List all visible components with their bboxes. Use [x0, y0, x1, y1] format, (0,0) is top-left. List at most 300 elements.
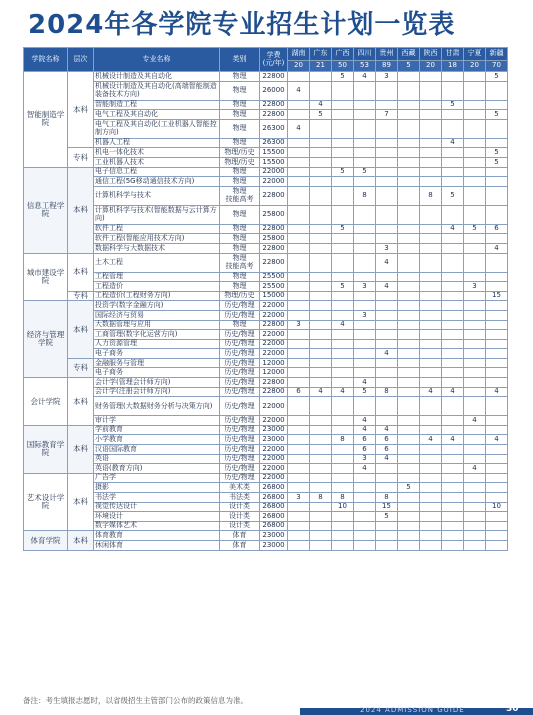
quota-cell: [332, 512, 354, 522]
tuition-fee: 22800: [260, 186, 288, 205]
quota-cell: [464, 320, 486, 330]
quota-cell: [464, 310, 486, 320]
quota-cell: [398, 531, 420, 541]
quota-cell: [376, 138, 398, 148]
category: 书法类: [220, 493, 260, 503]
page-number: 30: [506, 704, 519, 714]
major-name: 英语(教育方向): [94, 464, 220, 474]
table-body: [24, 72, 508, 551]
quota-cell: [288, 349, 310, 359]
quota-cell: [288, 397, 310, 416]
quota-cell: 3: [464, 282, 486, 292]
quota-cell: [464, 483, 486, 493]
quota-cell: [398, 320, 420, 330]
tuition-fee: 26000: [260, 81, 288, 100]
tuition-fee: 26800: [260, 502, 288, 512]
category: 物理: [220, 282, 260, 292]
major-name: 摄影: [94, 483, 220, 493]
quota-cell: [354, 81, 376, 100]
table-row: [24, 425, 508, 435]
major-name: 国际经济与贸易: [94, 310, 220, 320]
quota-cell: [332, 378, 354, 388]
quota-cell: [420, 224, 442, 234]
header-province-total: 20: [420, 61, 442, 72]
major-name: 软件工程(智能应用技术方向): [94, 234, 220, 244]
quota-cell: 6: [354, 445, 376, 455]
major-name: 小学教育: [94, 435, 220, 445]
college-name: 信息工程学院: [24, 167, 68, 253]
quota-cell: 3: [354, 454, 376, 464]
quota-cell: [288, 368, 310, 378]
quota-cell: 15: [376, 502, 398, 512]
quota-cell: [398, 100, 420, 110]
table-row: [24, 234, 508, 244]
level-name: 专科: [68, 148, 94, 167]
quota-cell: [442, 148, 464, 158]
quota-cell: [442, 272, 464, 282]
quota-cell: [398, 493, 420, 503]
quota-cell: 4: [486, 387, 508, 397]
quota-cell: 4: [376, 349, 398, 359]
quota-cell: [332, 148, 354, 158]
table-row: [24, 464, 508, 474]
quota-cell: [310, 349, 332, 359]
quota-cell: [354, 205, 376, 224]
major-name: 土木工程: [94, 253, 220, 272]
major-name: 机器人工程: [94, 138, 220, 148]
table-row: [24, 416, 508, 426]
level-name: 本科: [68, 473, 94, 531]
quota-cell: [420, 177, 442, 187]
quota-cell: [486, 512, 508, 522]
quota-cell: [376, 358, 398, 368]
quota-cell: [376, 521, 398, 531]
quota-cell: 8: [310, 493, 332, 503]
quota-cell: [442, 157, 464, 167]
quota-cell: [288, 205, 310, 224]
quota-cell: 8: [376, 493, 398, 503]
quota-cell: [332, 234, 354, 244]
category: 物理 技能高考: [220, 253, 260, 272]
college-name: 体育学院: [24, 531, 68, 550]
quota-cell: [420, 272, 442, 282]
quota-cell: [288, 310, 310, 320]
quota-cell: [310, 119, 332, 138]
quota-cell: [354, 272, 376, 282]
quota-cell: [288, 157, 310, 167]
quota-cell: 3: [288, 320, 310, 330]
category: 物理/历史: [220, 291, 260, 301]
quota-cell: [354, 119, 376, 138]
quota-cell: [420, 521, 442, 531]
quota-cell: [310, 483, 332, 493]
quota-cell: [376, 177, 398, 187]
major-name: 金融服务与管理: [94, 358, 220, 368]
quota-cell: 8: [332, 493, 354, 503]
quota-cell: 5: [486, 72, 508, 82]
level-name: 本科: [68, 167, 94, 253]
quota-cell: [310, 378, 332, 388]
quota-cell: [420, 148, 442, 158]
quota-cell: [288, 272, 310, 282]
quota-cell: [376, 148, 398, 158]
quota-cell: 10: [332, 502, 354, 512]
quota-cell: 4: [332, 320, 354, 330]
quota-cell: [288, 224, 310, 234]
quota-cell: [398, 224, 420, 234]
quota-cell: [398, 167, 420, 177]
quota-cell: 4: [354, 378, 376, 388]
level-name: 本科: [68, 253, 94, 291]
table-row: [24, 330, 508, 340]
level-name: 本科: [68, 72, 94, 148]
category: 体育: [220, 531, 260, 541]
quota-cell: [310, 358, 332, 368]
tuition-fee: 22800: [260, 243, 288, 253]
quota-cell: 3: [288, 493, 310, 503]
tuition-fee: 22800: [260, 253, 288, 272]
quota-cell: 8: [332, 435, 354, 445]
tuition-fee: 26800: [260, 483, 288, 493]
quota-cell: [354, 177, 376, 187]
quota-cell: [420, 445, 442, 455]
quota-cell: [486, 339, 508, 349]
quota-cell: [398, 454, 420, 464]
quota-cell: [442, 358, 464, 368]
quota-cell: [420, 282, 442, 292]
major-name: 数字媒体艺术: [94, 521, 220, 531]
tuition-fee: 12000: [260, 358, 288, 368]
header-province-total: 70: [486, 61, 508, 72]
quota-cell: [310, 512, 332, 522]
quota-cell: [420, 167, 442, 177]
quota-cell: [464, 100, 486, 110]
tuition-fee: 22000: [260, 177, 288, 187]
quota-cell: [398, 272, 420, 282]
header-province: 广西: [332, 48, 354, 61]
quota-cell: 10: [486, 502, 508, 512]
quota-cell: [310, 531, 332, 541]
quota-cell: [442, 464, 464, 474]
quota-cell: [486, 425, 508, 435]
quota-cell: [332, 81, 354, 100]
table-row: [24, 205, 508, 224]
quota-cell: [464, 138, 486, 148]
quota-cell: [464, 502, 486, 512]
quota-cell: [398, 110, 420, 120]
major-name: 计算机科学与技术(智能数据与云计算方向): [94, 205, 220, 224]
tuition-fee: 15500: [260, 157, 288, 167]
quota-cell: [420, 368, 442, 378]
tuition-fee: 22000: [260, 339, 288, 349]
major-name: 英语: [94, 454, 220, 464]
quota-cell: [288, 167, 310, 177]
quota-cell: 8: [420, 186, 442, 205]
quota-cell: 4: [288, 81, 310, 100]
quota-cell: [332, 445, 354, 455]
quota-cell: [420, 301, 442, 311]
quota-cell: [442, 349, 464, 359]
quota-cell: [376, 119, 398, 138]
quota-cell: [288, 100, 310, 110]
quota-cell: [310, 502, 332, 512]
quota-cell: [486, 234, 508, 244]
table-row: [24, 397, 508, 416]
quota-cell: [398, 119, 420, 138]
quota-cell: 6: [354, 435, 376, 445]
quota-cell: [376, 378, 398, 388]
quota-cell: [376, 339, 398, 349]
quota-cell: [420, 310, 442, 320]
table-row: [24, 291, 508, 301]
table-row: [24, 186, 508, 205]
quota-cell: [310, 301, 332, 311]
quota-cell: 3: [354, 310, 376, 320]
major-name: 学前教育: [94, 425, 220, 435]
quota-cell: [376, 234, 398, 244]
table-row: [24, 454, 508, 464]
major-name: 电子信息工程: [94, 167, 220, 177]
quota-cell: [398, 540, 420, 550]
quota-cell: [398, 339, 420, 349]
quota-cell: 5: [464, 224, 486, 234]
tuition-fee: 23000: [260, 435, 288, 445]
quota-cell: [288, 291, 310, 301]
quota-cell: [398, 177, 420, 187]
quota-cell: 4: [442, 138, 464, 148]
quota-cell: [398, 310, 420, 320]
quota-cell: [420, 531, 442, 541]
tuition-fee: 15500: [260, 148, 288, 158]
quota-cell: [332, 157, 354, 167]
quota-cell: 5: [332, 72, 354, 82]
quota-cell: 5: [354, 387, 376, 397]
quota-cell: [354, 148, 376, 158]
quota-cell: [464, 358, 486, 368]
quota-cell: [486, 531, 508, 541]
quota-cell: [376, 205, 398, 224]
table-row: [24, 378, 508, 388]
category: 物理: [220, 205, 260, 224]
quota-cell: [442, 291, 464, 301]
quota-cell: [398, 301, 420, 311]
quota-cell: 3: [376, 243, 398, 253]
tuition-fee: 22800: [260, 378, 288, 388]
quota-cell: [376, 320, 398, 330]
major-name: 会计学(管理会计师方向): [94, 378, 220, 388]
quota-cell: [486, 205, 508, 224]
quota-cell: [464, 330, 486, 340]
quota-cell: [354, 234, 376, 244]
category: 历史/物理: [220, 464, 260, 474]
quota-cell: [486, 358, 508, 368]
quota-cell: [332, 310, 354, 320]
major-name: 电子商务: [94, 349, 220, 359]
quota-cell: [486, 464, 508, 474]
quota-cell: [420, 253, 442, 272]
quota-cell: [354, 301, 376, 311]
major-name: 工程管理: [94, 272, 220, 282]
tuition-fee: 25800: [260, 234, 288, 244]
quota-cell: [486, 368, 508, 378]
tuition-fee: 22800: [260, 72, 288, 82]
quota-cell: 4: [464, 464, 486, 474]
quota-cell: 5: [486, 110, 508, 120]
quota-cell: [420, 330, 442, 340]
quota-cell: [464, 425, 486, 435]
quota-cell: [288, 138, 310, 148]
college-name: 艺术设计学院: [24, 473, 68, 531]
quota-cell: [420, 397, 442, 416]
quota-cell: [376, 291, 398, 301]
table-row: [24, 483, 508, 493]
quota-cell: [354, 253, 376, 272]
category: 设计类: [220, 521, 260, 531]
quota-cell: [398, 368, 420, 378]
quota-cell: [332, 177, 354, 187]
quota-cell: [442, 540, 464, 550]
category: 物理: [220, 272, 260, 282]
quota-cell: [310, 291, 332, 301]
major-name: 机械设计制造及其自动化: [94, 72, 220, 82]
quota-cell: [354, 368, 376, 378]
quota-cell: [442, 368, 464, 378]
major-name: 体育教育: [94, 531, 220, 541]
quota-cell: 3: [376, 72, 398, 82]
table-row: [24, 157, 508, 167]
quota-cell: [310, 272, 332, 282]
table-row: [24, 148, 508, 158]
table-row: [24, 445, 508, 455]
header-province: 陕西: [420, 48, 442, 61]
category: 设计类: [220, 502, 260, 512]
quota-cell: [376, 483, 398, 493]
quota-cell: [398, 72, 420, 82]
major-name: 机械设计制造及其自动化(高端智能制造装备技术方向): [94, 81, 220, 100]
quota-cell: [288, 464, 310, 474]
quota-cell: [420, 464, 442, 474]
table-row: [24, 138, 508, 148]
quota-cell: [442, 310, 464, 320]
header-province-total: 5: [398, 61, 420, 72]
quota-cell: [464, 72, 486, 82]
category: 历史/物理: [220, 454, 260, 464]
quota-cell: [310, 81, 332, 100]
quota-cell: [420, 378, 442, 388]
quota-cell: [442, 473, 464, 483]
quota-cell: [464, 291, 486, 301]
quota-cell: [486, 330, 508, 340]
quota-cell: [398, 397, 420, 416]
quota-cell: [486, 493, 508, 503]
category: 历史/物理: [220, 349, 260, 359]
quota-cell: 4: [442, 435, 464, 445]
page-title: 2024年各学院专业招生计划一览表: [28, 10, 456, 40]
table-row: [24, 72, 508, 82]
header-fee: 学费(元/年): [260, 48, 288, 72]
quota-cell: [420, 358, 442, 368]
quota-cell: [354, 397, 376, 416]
quota-cell: [288, 301, 310, 311]
quota-cell: 5: [332, 167, 354, 177]
quota-cell: [464, 272, 486, 282]
quota-cell: [442, 243, 464, 253]
quota-cell: [420, 205, 442, 224]
quota-cell: [376, 81, 398, 100]
quota-cell: [288, 435, 310, 445]
quota-cell: [442, 339, 464, 349]
table-row: [24, 272, 508, 282]
quota-cell: [354, 320, 376, 330]
quota-cell: [442, 177, 464, 187]
quota-cell: [486, 445, 508, 455]
quota-cell: [464, 349, 486, 359]
quota-cell: [398, 425, 420, 435]
major-name: 视觉传达设计: [94, 502, 220, 512]
quota-cell: [354, 512, 376, 522]
table-row: [24, 349, 508, 359]
table-row: [24, 81, 508, 100]
tuition-fee: 22000: [260, 397, 288, 416]
quota-cell: [420, 483, 442, 493]
quota-cell: [464, 148, 486, 158]
enrollment-plan-table: [23, 47, 508, 551]
quota-cell: [288, 416, 310, 426]
category: 物理: [220, 234, 260, 244]
quota-cell: [398, 234, 420, 244]
quota-cell: [420, 416, 442, 426]
quota-cell: [442, 301, 464, 311]
quota-cell: [464, 119, 486, 138]
major-name: 工程造价(工程财务方向): [94, 291, 220, 301]
quota-cell: [288, 483, 310, 493]
quota-cell: [354, 157, 376, 167]
quota-cell: [332, 100, 354, 110]
tuition-fee: 25500: [260, 272, 288, 282]
quota-cell: [464, 531, 486, 541]
header-province: 宁夏: [464, 48, 486, 61]
quota-cell: [398, 358, 420, 368]
tuition-fee: 22000: [260, 349, 288, 359]
quota-cell: [354, 493, 376, 503]
header-province-total: 89: [376, 61, 398, 72]
quota-cell: 4: [354, 72, 376, 82]
table-row: [24, 301, 508, 311]
quota-cell: [376, 464, 398, 474]
quota-cell: 5: [332, 224, 354, 234]
category: 历史/物理: [220, 435, 260, 445]
quota-cell: [288, 531, 310, 541]
quota-cell: [464, 339, 486, 349]
tuition-fee: 25500: [260, 282, 288, 292]
table-row: [24, 531, 508, 541]
quota-cell: [310, 72, 332, 82]
tuition-fee: 22000: [260, 464, 288, 474]
tuition-fee: 26800: [260, 493, 288, 503]
quota-cell: [442, 320, 464, 330]
quota-cell: [288, 330, 310, 340]
category: 体育: [220, 540, 260, 550]
quota-cell: [354, 531, 376, 541]
quota-cell: [310, 540, 332, 550]
quota-cell: [354, 138, 376, 148]
quota-cell: [332, 330, 354, 340]
header-province-total: 21: [310, 61, 332, 72]
table-row: [24, 540, 508, 550]
table-row: [24, 243, 508, 253]
quota-cell: [332, 186, 354, 205]
quota-cell: [310, 521, 332, 531]
